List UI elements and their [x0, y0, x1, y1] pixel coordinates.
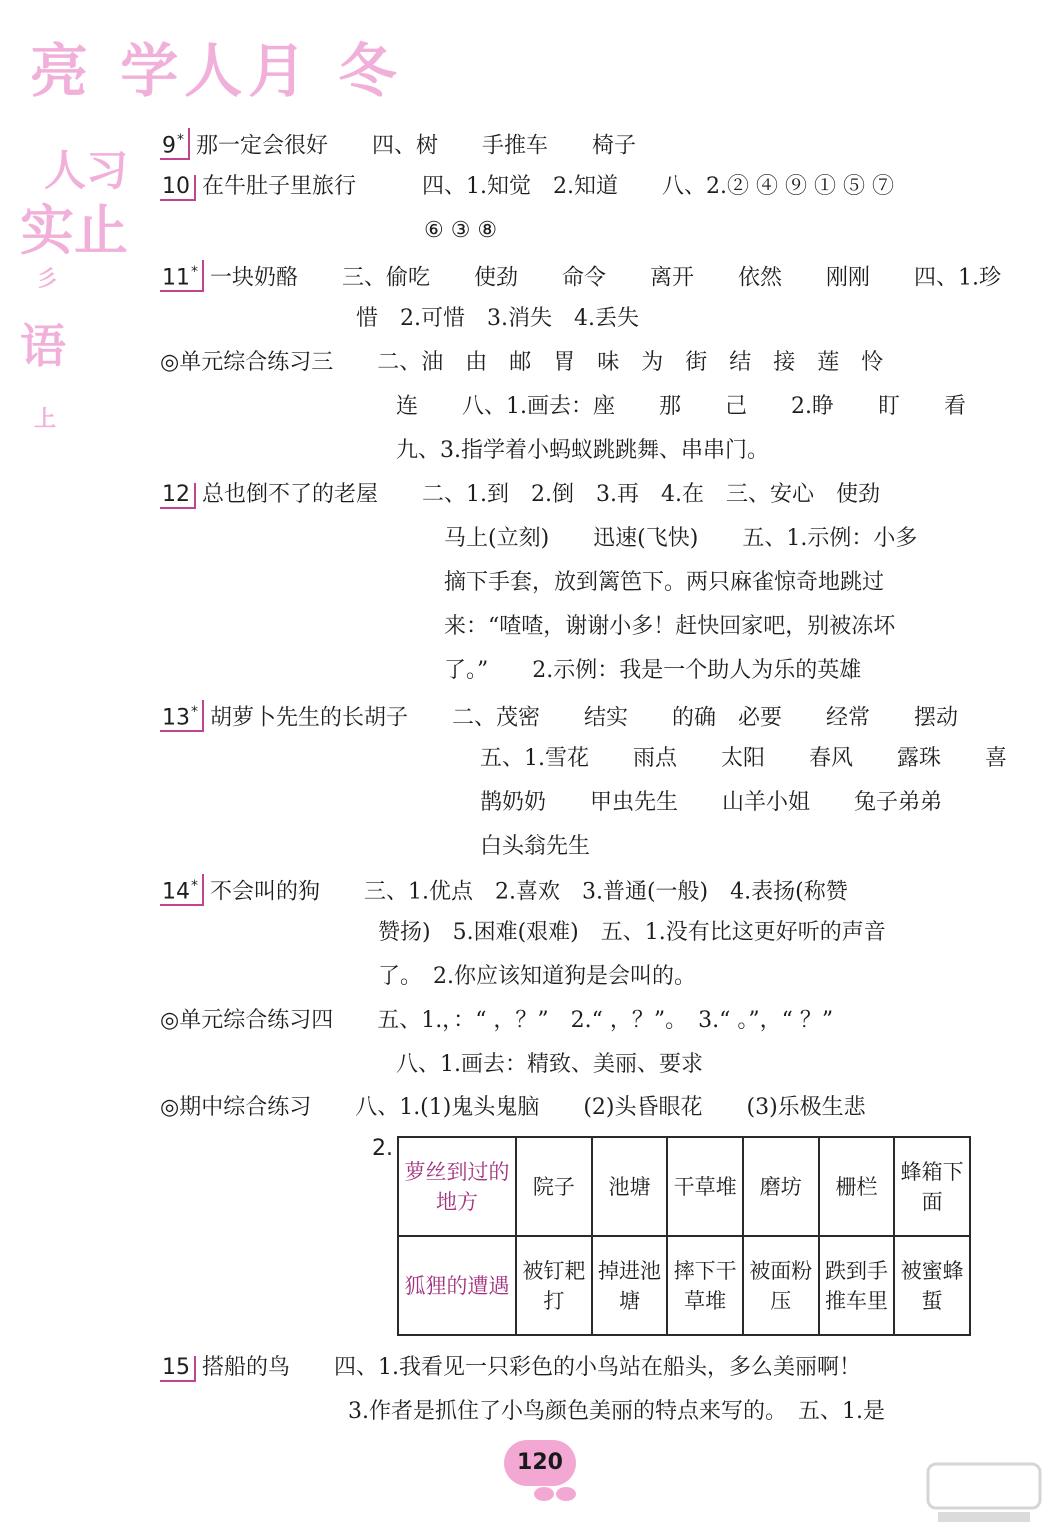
- answer-line: [378, 962, 696, 992]
- decorative-char: 实止: [20, 198, 128, 262]
- decorative-heading: 亮 学人月 冬: [30, 37, 403, 105]
- table-cell: 磨坊: [743, 1137, 819, 1236]
- answer-line: [348, 1397, 885, 1427]
- answer-text: 马上(立刻) 迅速(飞快) 五、1.示例：小多: [444, 526, 918, 551]
- answer-line: [444, 524, 917, 554]
- decorative-feet-icon: [530, 1484, 580, 1504]
- answer-text: 一块奶酪 三、偷吃 使劲 命令 离开 依然 刚刚 四、1.珍: [210, 265, 1001, 291]
- answer-line: [396, 392, 966, 422]
- answer-line: [444, 568, 884, 598]
- answer-line: [396, 1050, 703, 1080]
- lesson-number: 14*: [160, 874, 204, 906]
- answer-text: ◎期中综合练习 八、1.(1)鬼头鬼脑 (2)头昏眼花 (3)乐极生悲: [160, 1095, 866, 1120]
- answer-line: [160, 1093, 866, 1123]
- table-label: 2.: [372, 1136, 393, 1161]
- answer-line: [424, 216, 497, 246]
- answer-text: 九、3.指学着小蚂蚁跳跳舞、串串门。: [396, 438, 769, 463]
- answer-text: 鹊奶奶 甲虫先生 山羊小姐 兔子弟弟: [480, 790, 943, 815]
- answer-line: [160, 480, 880, 510]
- lesson-number: 15: [160, 1356, 196, 1382]
- answer-text: 总也倒不了的老屋 二、1.到 2.倒 3.再 4.在 三、安心 使劲: [202, 482, 880, 507]
- table-cell: 摔下干草堆: [667, 1236, 743, 1335]
- answer-line: [480, 788, 942, 818]
- table-cell: 被钉耙打: [516, 1236, 592, 1335]
- answer-text: 那一定会很好 四、树 手推车 椅子: [196, 133, 637, 159]
- answer-text: 胡萝卜先生的长胡子 二、茂密 结实 的确 必要 经常 摆动: [210, 705, 959, 731]
- answer-table: [397, 1136, 971, 1336]
- answer-text: 惜 2.可惜 3.消失 4.丢失: [356, 306, 639, 331]
- answer-line: [160, 260, 1001, 293]
- answer-text: ⑥ ③ ⑧: [424, 218, 498, 243]
- answer-text: 来：“喳喳，谢谢小多！赶快回家吧，别被冻坏: [444, 614, 896, 639]
- decorative-char: 语: [20, 319, 66, 373]
- answer-line: [160, 172, 894, 202]
- table-cell: 蜂箱下面: [894, 1137, 970, 1236]
- table-cell: 跌到手推车里: [819, 1236, 895, 1335]
- answer-text: 五、1.雪花 雨点 太阳 春风 露珠 喜: [480, 746, 1007, 771]
- decorative-char: 人习: [44, 146, 129, 195]
- answer-text: 白头翁先生: [480, 834, 591, 859]
- answer-text: 八、1.画去：精致、美丽、要求: [396, 1052, 703, 1077]
- answer-line: [160, 128, 636, 161]
- answer-line: [160, 348, 883, 378]
- table-cell: 掉进池塘: [592, 1236, 668, 1335]
- answer-text: ◎单元综合练习三 二、油 由 邮 胃 味 为 街 结 接 莲 怜: [160, 350, 884, 375]
- lesson-number: 9*: [160, 128, 190, 160]
- table-cell: 栅栏: [819, 1137, 895, 1236]
- answer-text: 连 八、1.画去：座 那 己 2.睁 盯 看: [396, 394, 966, 419]
- answer-line: [160, 1006, 833, 1036]
- page-number: 120: [504, 1440, 576, 1486]
- answer-line: [480, 744, 1007, 774]
- answer-text: 搭船的鸟 四、1.我看见一只彩色的小鸟站在船头，多么美丽啊！: [202, 1355, 861, 1380]
- decorative-char: 彡: [36, 266, 59, 292]
- answer-line: [160, 1353, 861, 1383]
- table-row: [398, 1236, 970, 1335]
- table-row: [398, 1137, 970, 1236]
- answer-line: [378, 918, 886, 948]
- answer-text: 了。 2.你应该知道狗是会叫的。: [378, 964, 696, 989]
- lesson-number: 10: [160, 175, 196, 201]
- answer-text: 摘下手套，放到篱笆下。两只麻雀惊奇地跳过: [444, 570, 885, 595]
- answer-line: [480, 832, 590, 862]
- answer-line: [160, 700, 958, 733]
- table-cell: 院子: [516, 1137, 592, 1236]
- lesson-number: 13*: [160, 700, 204, 732]
- answer-line: [444, 612, 895, 642]
- lesson-number: 11*: [160, 260, 204, 292]
- watermark-icon: [924, 1458, 1044, 1528]
- decorative-char: 上: [34, 406, 57, 432]
- answer-text: 赞扬) 5.困难(艰难) 五、1.没有比这更好听的声音: [378, 920, 886, 945]
- answer-line: [160, 874, 848, 907]
- answer-line: [396, 436, 769, 466]
- answer-text: 在牛肚子里旅行 四、1.知觉 2.知道 八、2.② ④ ⑨ ① ⑤ ⑦: [202, 174, 894, 199]
- table-cell: 被蜜蜂蜇: [894, 1236, 970, 1335]
- table-row-header: 萝丝到过的地方: [398, 1137, 516, 1236]
- answer-text: 3.作者是抓住了小鸟颜色美丽的特点来写的。 五、1.是: [348, 1399, 885, 1424]
- table-cell: 池塘: [592, 1137, 668, 1236]
- lesson-number: 12: [160, 483, 196, 509]
- answer-text: 不会叫的狗 三、1.优点 2.喜欢 3.普通(一般) 4.表扬(称赞: [210, 879, 848, 905]
- answer-line: [444, 656, 861, 686]
- answer-text: ◎单元综合练习四 五、1.，：“ ，？” 2.“ ，？”。 3.“ 。”，“ ？”: [160, 1008, 834, 1033]
- table-cell: 干草堆: [667, 1137, 743, 1236]
- table-cell: 被面粉压: [743, 1236, 819, 1335]
- answer-line: [356, 304, 639, 334]
- table-row-header: 狐狸的遭遇: [398, 1236, 516, 1335]
- answer-text: 了。” 2.示例：我是一个助人为乐的英雄: [444, 658, 862, 683]
